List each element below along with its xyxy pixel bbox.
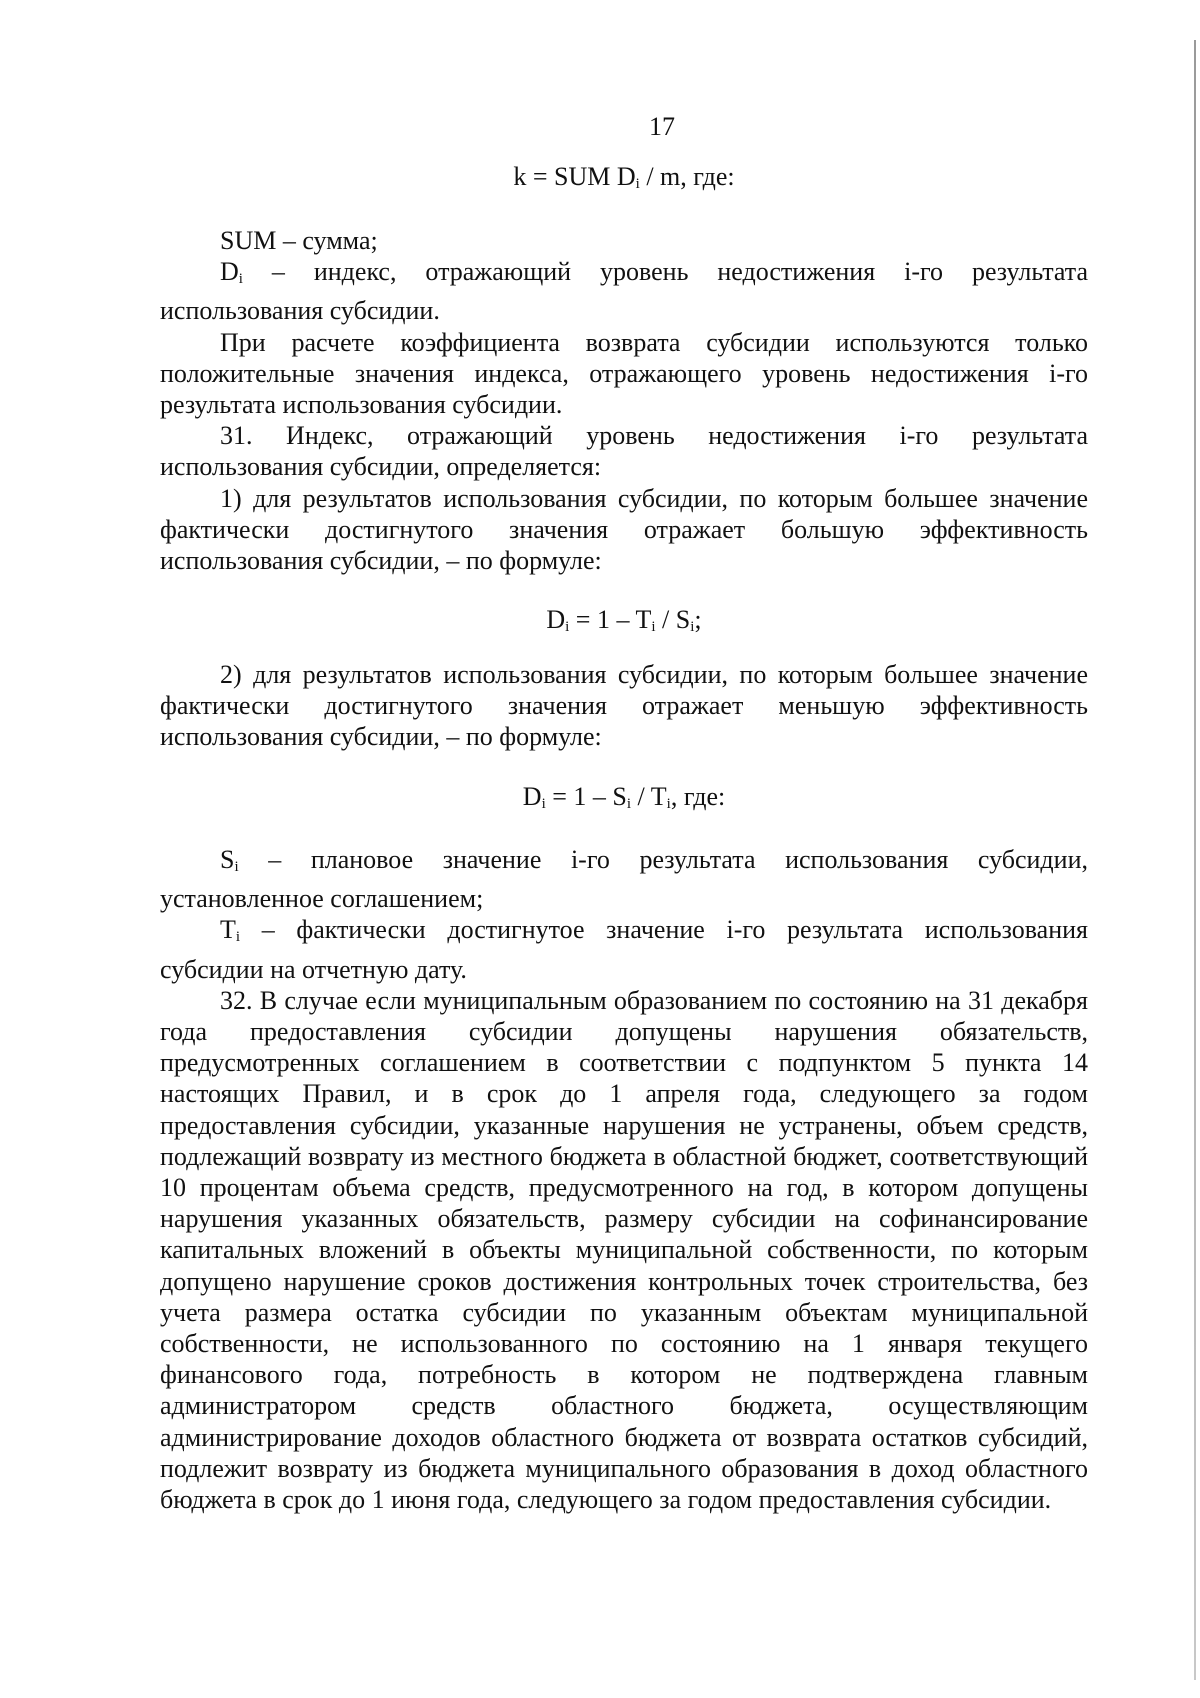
paragraph-31-item-1: 1) для результатов использования субсидии, по которым большее значение фактически достигнутого значения отражает большую эффективность использования субсидии, – по формуле: <box>160 483 1088 576</box>
page-number: 17 <box>649 112 675 141</box>
f1-c: / S <box>655 605 691 634</box>
def-si <box>160 844 1088 914</box>
formula-k-sub: i <box>635 176 640 192</box>
paragraph-32: 32. В случае если муниципальным образованием по состоянию на 31 декабря года предоставления субсидии допущены нарушения обязательств, предусмотренных соглашением в соответствии с подпунктом 5 пункта 14 настоящих Правил, и в срок до 1 апреля года, следующего за годом предоставления субсидии, указанные нарушения не устранены, объем средств, подлежащий возврату из местного бюджета в областной бюджет, соответствующий 10 процентам объема средств, предусмотренного на год, в котором допущены нарушения указанных обязательств, размеру субсидии на софинансирование капитальных вложений в объекты муниципальной собственности, по которым допущено нарушение сроков достижения контрольных точек строительства, без учета размера остатка субсидии по указанным объектам муниципальной собственности, не использованного по состоянию на 1 января текущего финансового года, потребность в котором не подтверждена главным администратором средств областного бюджета, осуществляющим администрирование доходов областного бюджета от возврата остатков субсидий, подлежит возврату из бюджета муниципального образования в доход областного бюджета в срок до 1 июня года, следующего за годом предоставления субсидии. <box>160 985 1088 1515</box>
ti-text: – фактически достигнутое значение i-го результата использования субсидии на отчетную дату. <box>160 915 1088 984</box>
f1-a-sub: i <box>565 619 570 635</box>
def-sum: SUM – сумма; <box>220 226 378 255</box>
f1-b-sub: i <box>651 619 656 635</box>
f1-b: = 1 – T <box>569 605 652 634</box>
di-symbol: D <box>220 257 239 287</box>
si-subscript: i <box>234 859 239 875</box>
ti-symbol: T <box>220 915 236 945</box>
si-symbol: S <box>220 845 235 874</box>
definitions-block-2 <box>160 844 1088 1515</box>
f2-a: D <box>522 782 542 811</box>
formula-k-left: k = SUM D <box>513 162 636 191</box>
di-subscript: i <box>238 271 243 288</box>
f2-a-sub: i <box>541 796 546 812</box>
f2-b-sub: i <box>626 796 632 812</box>
formula-1 <box>160 605 1088 642</box>
f2-d: , где: <box>670 782 726 811</box>
paragraph-31-item-2: 2) для результатов использования субсидии, по которым большее значение фактически достигнутого значения отражает меньшую эффективность использования субсидии, – по формуле: <box>160 660 1088 752</box>
paragraph-31-item-2-block <box>160 659 1088 753</box>
def-di <box>160 256 1088 326</box>
paragraph-note: При расчете коэффициента возврата субсидии используются только положительные значения индекса, отражающего уровень недостижения i-го результата использования субсидии. <box>160 327 1088 420</box>
f1-c-sub: i <box>690 619 695 635</box>
ti-subscript: i <box>235 929 241 946</box>
formula-k <box>160 162 1088 199</box>
formula-k-right: / m, где: <box>639 162 735 191</box>
page-edge-shadow <box>1194 40 1196 1680</box>
definitions-block-1 <box>160 225 1088 576</box>
di-text: – индекс, отражающий уровень недостижения i-го результата использования субсидии. <box>160 257 1088 326</box>
f1-d: ; <box>694 605 702 634</box>
f1-a: D <box>546 605 566 634</box>
f2-b: = 1 – S <box>545 782 627 811</box>
def-ti <box>160 914 1088 984</box>
si-text: – плановое значение i-го результата использования субсидии, установленное соглашением; <box>160 845 1088 914</box>
f2-c: / T <box>631 782 667 811</box>
paragraph-31: 31. Индекс, отражающий уровень недостижения i-го результата использования субсидии, определяется: <box>160 421 1088 482</box>
f2-c-sub: i <box>666 796 671 812</box>
formula-2 <box>160 782 1088 819</box>
